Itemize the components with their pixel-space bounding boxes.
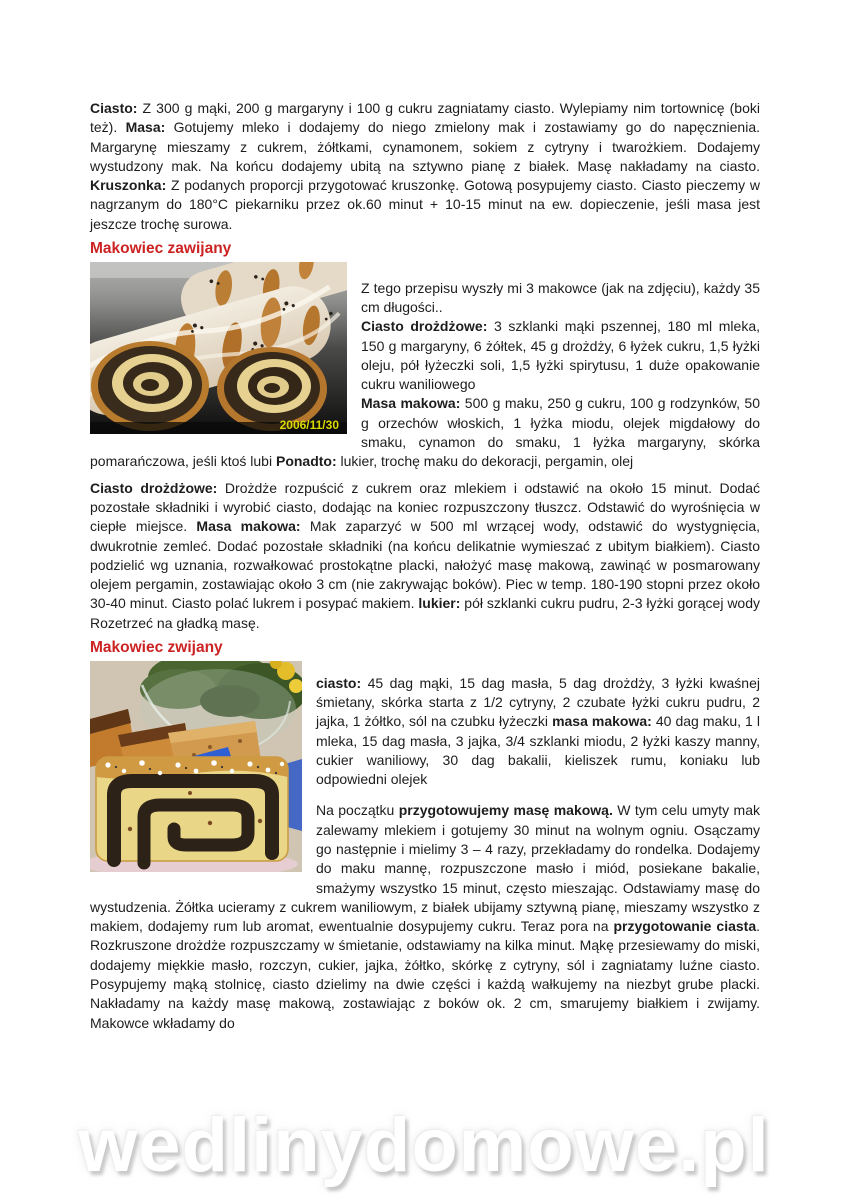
makowiec-zwijany-preparation: Na początku przygotowujemy masę makową. W tym celu umyty mak zalewamy mlekiem i gotujemy 30 minut na wolnym ogniu. Osączamy go następnie i mielimy 3 – 4 razy, przekładamy do rondelka. Dodajemy do maku mannę, rozpuszczone masło i miód, posiekane bakalie, smażymy wszystko 15 minut, często mieszając. Odstawiamy masę do wystudzenia. Żółtka ucieramy z cukrem waniliowym, z białek ubijamy sztywną pianę, mieszamy wszystko z makiem, dodajemy rum lub aromat, ewentualnie dosypujemy cukru. Teraz pora na przygotowanie ciasta. Rozkruszone drożdże rozpuszczamy w śmietanie, odstawiamy na kilka minut. Mąkę przesiewamy do miski, dodajemy miękkie masło, rozczyn, cukier, jajka, żółtko, skórkę z cytryny, sól i zagniatamy luźne ciasto. Posypujemy mąką stolnicę, ciasto dzielimy na dwie części i każdą wałkujemy na niezbyt grube placki. Nakładamy na każdy masę makową, zostawiając z boków ok. 2 cm, smarujemy białkiem i zwijamy. Makowce wkładamy do bbox=[90, 802, 761, 1031]
poppy-seed-rolls-photo-illustration bbox=[90, 262, 347, 434]
makowiec-zwijany-ingredients: ciasto: 45 dag mąki, 15 dag masła, 5 dag drożdży, 3 łyżki kwaśnej śmietany, skórka starta z 1/2 cytryny, 2 czubate łyżki cukru pudru, 2 jajka, 1 żółtko, sól na czubku łyżeczki masa makowa: 40 dag maku, 1 l mleka, 15 dag masła, 3 jajka, 3/4 szklanki miodu, 2 łyżki kaszy manny, cukier waniliowy, 30 dag bakalii, kieliszek rumu, koniaku lub odpowiedni olejek bbox=[316, 674, 760, 788]
recipe-heading-makowiec-zwijany: Makowiec zwijany bbox=[90, 639, 223, 657]
main-slice bbox=[96, 757, 288, 863]
makowiec-zawijany-ingredients: Z tego przepisu wyszły mi 3 makowce (jak na zdjęciu), każdy 35 cm długości.. Ciasto drożdżowe: 3 szklanki mąki pszennej, 180 ml mleka, 150 g margaryny, 6 żółtek, 45 g drożdży, 6 łyżek cukru, 1,5 łyżki oleju, pół łyżeczki soli, 1,5 łyżki spirytusu, 1 duże opakowanie cukru waniliowego Masa makowa: 500 g maku, 250 g cukru, 100 g rodzynków, 50 g orzechów włoskich, 1 łyżka miodu, olejek migdałowy do smaku, cynamon do smaku, 1 łyżka margaryny, skórka pomarańczowa, jeśli ktoś lubi Ponadto: lukier, trochę maku do dekoracji, pergamin, olej bbox=[90, 279, 761, 470]
section-makowiec-zwijany bbox=[90, 661, 760, 1033]
makowiec-zwijany-photo bbox=[90, 661, 302, 872]
watermark-wedlinydomowe: wedlinydomowe.pl bbox=[78, 1103, 770, 1188]
recipe-heading-makowiec-zawijany: Makowiec zawijany bbox=[90, 240, 232, 258]
makowiec-zawijany-preparation: Ciasto drożdżowe: Drożdże rozpuścić z cukrem oraz mlekiem i odstawić na około 15 minut. Dodać pozostałe składniki i wyrobić ciasto, dodając na koniec rozpuszczony tłuszcz. Odstawić do wyrośnięcia w ciepłe miejsce. Masa makowa: Mak zaparzyć w 500 ml wrzącej wody, odstawić do wystygnięcia, dwukrotnie zemleć. Dodać pozostałe składniki (na końcu delikatnie wymieszać z ubitym białkiem). Ciasto podzielić wg uznania, rozwałkować prostokątne placki, nałożyć masę makową, zawinąć w posmarowany olejem pergamin, zostawiając około 3 cm (nie zakrywając boków). Piec w temp. 180-190 stopni przez około 30-40 minut. Ciasto polać lukrem i posypać makiem. lukier: pół szklanki cukru pudru, 2-3 łyżki gorącej wody Rozetrzeć na gładką masę. bbox=[90, 479, 761, 631]
photo-datestamp: 2006/11/30 bbox=[279, 417, 339, 432]
makowiec-zawijany-photo bbox=[90, 262, 347, 434]
cut-face-left bbox=[91, 341, 209, 431]
poppy-seed-slice-photo-illustration bbox=[90, 661, 302, 872]
intro-paragraph: Ciasto: Z 300 g mąki, 200 g margaryny i 100 g cukru zagniatamy ciasto. Wylepiamy nim tortownicę (boki też). Masa: Gotujemy mleko i dodajemy do niego zmielony mak i zostawiamy go do napęcznienia. Margarynę mieszamy z cukrem, żółtkami, cynamonem, sokiem z cytryny i twarożkiem. Dodajemy wystudzony mak. Na końcu dodajemy ubitą na sztywno pianę z białek. Masę nakładamy na ciasto. Kruszonka: Z podanych proporcji przygotować kruszonkę. Gotową posypujemy ciasto. Ciasto pieczemy w nagrzanym do 180°C piekarniku przez ok.60 minut + 10-15 minut na ew. dopieczenie, jeśli masa jest jeszcze trochę surowa. bbox=[90, 100, 761, 232]
section-makowiec-zawijany bbox=[90, 262, 760, 472]
